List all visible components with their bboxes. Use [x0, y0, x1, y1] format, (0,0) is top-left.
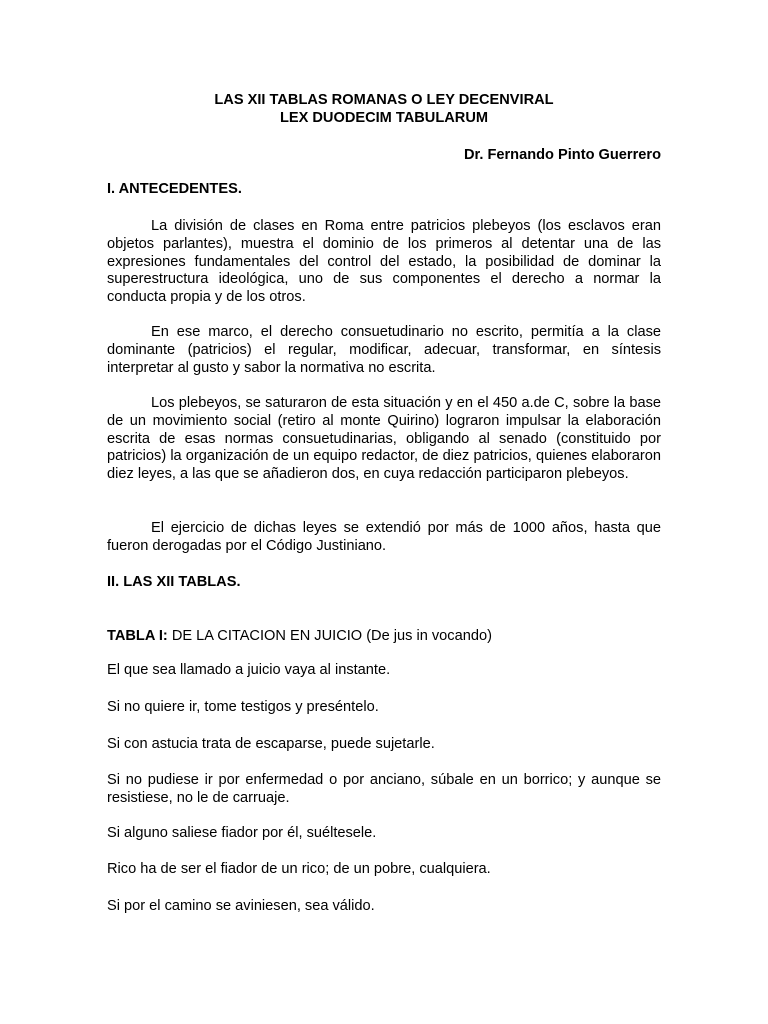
author-name: Dr. Fernando Pinto Guerrero — [463, 147, 661, 163]
tabla-1-heading — [107, 628, 661, 646]
tabla-1-line-6: Rico ha de ser el fiador de un rico; de un pobre, cualquiera. — [107, 861, 491, 877]
section-heading-tablas: II. LAS XII TABLAS. — [107, 574, 241, 590]
paragraph-2: En ese marco, el derecho consuetudinario no escrito, permitía a la clase dominante (patricios) el regular, modificar, adecuar, transformar, en síntesis interpretar al gusto y sabor la normativa no escrita. — [107, 324, 661, 376]
tabla-1-label: TABLA I: — [107, 628, 168, 644]
title-line-2: LEX DUODECIM TABULARUM — [279, 109, 489, 126]
tabla-1-line-1: El que sea llamado a juicio vaya al instante. — [107, 662, 391, 678]
tabla-1-line-4: Si no pudiese ir por enfermedad o por anciano, súbale en un borrico; y aunque se resistiese, no le de carruaje. — [107, 772, 661, 806]
title-line-1: LAS XII TABLAS ROMANAS O LEY DECENVIRAL — [214, 92, 554, 108]
section-heading-antecedentes: I. ANTECEDENTES. — [107, 181, 242, 197]
page-content — [107, 0, 661, 1024]
tabla-1-title: DE LA CITACION EN JUICIO (De jus in vocando) — [167, 628, 492, 644]
tabla-1-line-3: Si con astucia trata de escaparse, puede sujetarle. — [107, 736, 435, 752]
document-title — [107, 92, 661, 128]
tabla-1-line-7: Si por el camino se aviniesen, sea válido. — [107, 898, 375, 914]
paragraph-1: La división de clases en Roma entre patricios plebeyos (los esclavos eran objetos parlantes), muestra el dominio de los primeros al detentar una de las expresiones fundamentales del control del estado, la posibilidad de dominar la superestructura ideológica, uno de sus componentes el derecho a normar la conducta propia y de los otros. — [107, 218, 661, 306]
tabla-1-line-2: Si no quiere ir, tome testigos y preséntelo. — [107, 699, 379, 715]
tabla-1-line-5: Si alguno saliese fiador por él, suéltesele. — [107, 825, 377, 841]
paragraph-3: Los plebeyos, se saturaron de esta situación y en el 450 a.de C, sobre la base de un movimiento social (retiro al monte Quirino) lograron impulsar la elaboración escrita de esas normas consuetudinarias, obligando al senado (constituido por patricios) la organización de un equipo redactor, de diez patricios, quienes elaboraron diez leyes, a las que se añadieron dos, en cuya redacción participaron plebeyos. — [107, 395, 661, 483]
paragraph-4: El ejercicio de dichas leyes se extendió por más de 1000 años, hasta que fueron derogadas por el Código Justiniano. — [107, 520, 661, 554]
